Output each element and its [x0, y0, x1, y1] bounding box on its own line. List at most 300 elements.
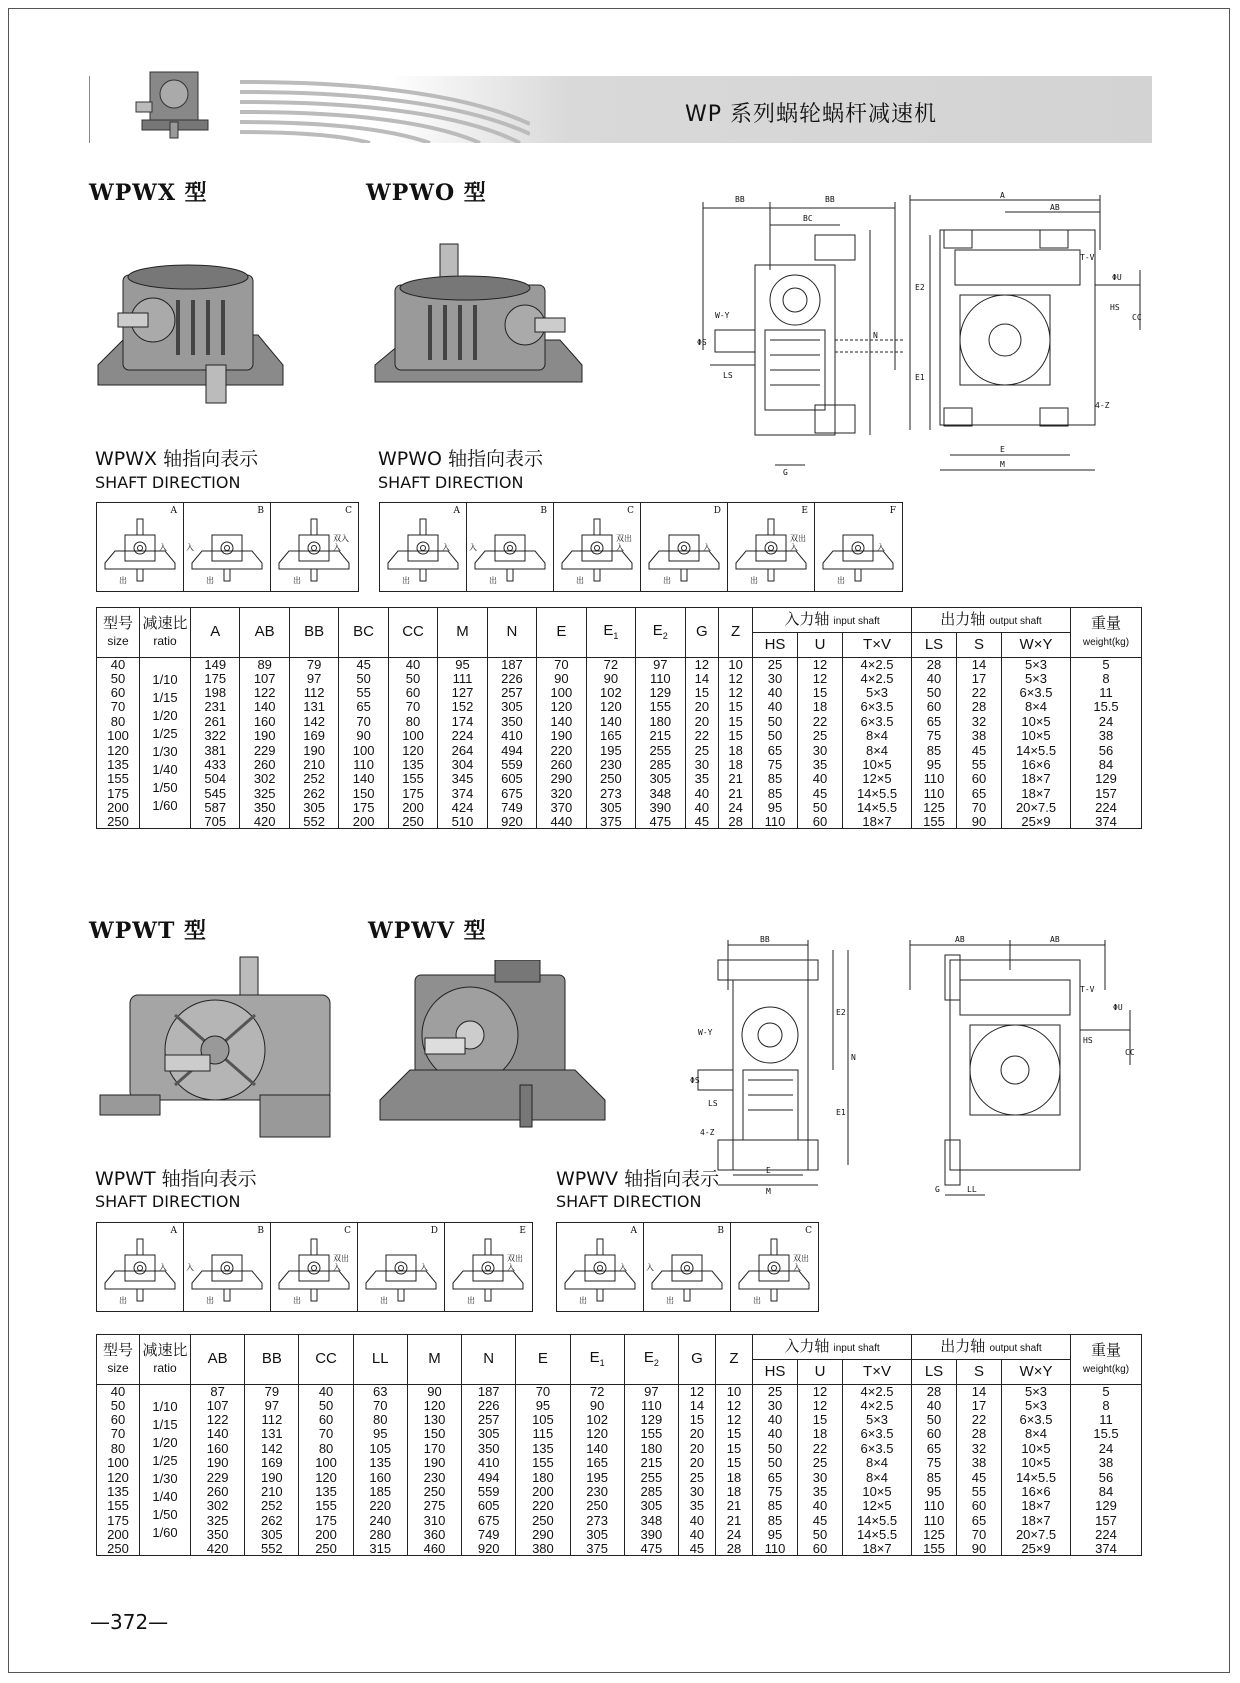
table-cell: 8×4 — [1002, 700, 1071, 714]
table-cell: 30 — [753, 1398, 798, 1412]
table-cell: 15 — [678, 1412, 715, 1426]
table-cell: 920 — [487, 815, 536, 829]
table-cell: 15 — [798, 685, 843, 699]
model-title-wpwv: WPWV 型 — [368, 918, 487, 944]
table-cell: 350 — [240, 801, 289, 815]
header-col-bc: BC — [339, 608, 388, 658]
table-cell: 45 — [798, 1513, 843, 1527]
wpwx-direction-subtitle: SHAFT DIRECTION — [95, 473, 241, 492]
table-cell: 90 — [957, 1542, 1002, 1556]
svg-text:E2: E2 — [836, 1008, 846, 1017]
table-cell: 45 — [685, 815, 719, 829]
table-cell: 95 — [516, 1398, 570, 1412]
shaft-diagram-icon — [644, 1237, 731, 1307]
table-cell: 14 — [957, 1385, 1002, 1399]
table-cell: 15.5 — [1071, 1427, 1142, 1441]
header-weight-en: weight(kg) — [1082, 1363, 1130, 1375]
table-row — [97, 1456, 1142, 1470]
header-sub-col: LS — [912, 633, 957, 658]
shaft-option-c — [554, 503, 641, 591]
table-cell: 70 — [537, 658, 586, 672]
shaft-word-in: 入 — [507, 1263, 515, 1272]
wpwo-shaft-row — [379, 502, 903, 592]
table-cell: 374 — [438, 786, 487, 800]
table-cell: 157 — [1071, 786, 1142, 800]
table-cell: 4×2.5 — [843, 1385, 912, 1399]
table-cell: 155 — [912, 1542, 957, 1556]
shaft-word-out: 出 — [576, 576, 584, 585]
header-input: 入力轴 — [784, 610, 830, 628]
table-cell: 215 — [624, 1456, 678, 1470]
shaft-word-out: 出 — [837, 576, 845, 585]
wpwv-dimension-drawing-front — [905, 930, 1145, 1200]
header-col-ll: LL — [353, 1335, 407, 1385]
table-cell: 8×4 — [843, 743, 912, 757]
table-cell: 155 — [636, 700, 685, 714]
table-cell: 21 — [715, 1499, 752, 1513]
shaft-option-b — [644, 1223, 731, 1311]
table-cell: 110 — [624, 1398, 678, 1412]
header-reducer-photo — [130, 60, 220, 140]
shaft-word-out: 出 — [666, 1296, 674, 1305]
table-cell: 559 — [462, 1484, 516, 1498]
table-cell: 110 — [339, 757, 388, 771]
table-cell: 102 — [586, 685, 635, 699]
header-col-e: E — [516, 1335, 570, 1385]
shaft-diagram-icon — [467, 517, 554, 587]
table-cell: 187 — [462, 1385, 516, 1399]
table-cell: 22 — [685, 729, 719, 743]
table-cell: 120 — [299, 1470, 353, 1484]
table-cell: 920 — [462, 1542, 516, 1556]
table-cell: 250 — [516, 1513, 570, 1527]
table-cell: 97 — [289, 671, 338, 685]
table-cell: 6×3.5 — [843, 714, 912, 728]
table-cell: 6×3.5 — [843, 1427, 912, 1441]
table-cell: 260 — [191, 1484, 245, 1498]
ratio-item: 1/25 — [152, 726, 178, 741]
table-cell: 25 — [685, 743, 719, 757]
table-cell: 252 — [245, 1499, 299, 1513]
table-cell: 252 — [289, 772, 338, 786]
table-cell: 18 — [715, 1470, 752, 1484]
table-cell: 28 — [912, 658, 957, 672]
shaft-word-out: 出 — [750, 576, 758, 585]
shaft-diagram-icon — [641, 517, 728, 587]
shaft-diagram-icon — [97, 1237, 184, 1307]
table-cell: 110 — [912, 1513, 957, 1527]
shaft-diagram-icon — [97, 517, 184, 587]
table-cell: 135 — [299, 1484, 353, 1498]
table-cell: 5×3 — [1002, 671, 1071, 685]
svg-text:CC: CC — [1132, 313, 1142, 322]
table-cell: 30 — [685, 757, 719, 771]
table-cell: 40 — [753, 700, 798, 714]
table-cell: 190 — [289, 743, 338, 757]
shaft-diagram-icon — [271, 517, 358, 587]
table-cell: 18×7 — [1002, 1513, 1071, 1527]
shaft-option-letter: E — [519, 1226, 526, 1236]
table-cell: 325 — [191, 1513, 245, 1527]
table-cell: 475 — [624, 1542, 678, 1556]
table-cell: 169 — [245, 1456, 299, 1470]
table-row — [97, 1513, 1142, 1527]
table-cell: 305 — [289, 801, 338, 815]
table-cell: 140 — [586, 714, 635, 728]
table-cell: 6×3.5 — [843, 1441, 912, 1455]
shaft-option-e — [728, 503, 815, 591]
svg-text:HS: HS — [1083, 1036, 1093, 1045]
shaft-word-out: 出 — [467, 1296, 475, 1305]
shaft-option-d — [358, 1223, 445, 1311]
table-cell: 142 — [245, 1441, 299, 1455]
table-cell: 79 — [289, 658, 338, 672]
table-cell: 129 — [1071, 772, 1142, 786]
table-cell: 8×4 — [1002, 1427, 1071, 1441]
table-cell: 257 — [487, 685, 536, 699]
svg-text:G: G — [783, 468, 788, 477]
shaft-word-in: 入 — [469, 543, 477, 552]
table-cell: 60 — [912, 700, 957, 714]
table-cell: 280 — [353, 1528, 407, 1542]
table-cell: 32 — [957, 1441, 1002, 1455]
table-cell: 160 — [240, 714, 289, 728]
table-cell: 494 — [487, 743, 536, 757]
cell-size: 80 — [97, 1441, 140, 1455]
table-cell: 460 — [407, 1542, 461, 1556]
table-cell: 105 — [353, 1441, 407, 1455]
table-cell: 24 — [715, 1528, 752, 1542]
table-cell: 129 — [636, 685, 685, 699]
shaft-option-letter: B — [257, 506, 264, 516]
table-cell: 100 — [388, 729, 437, 743]
table-cell: 25×9 — [1002, 815, 1071, 829]
table-cell: 375 — [570, 1542, 624, 1556]
shaft-word-in: 入 — [646, 1263, 654, 1272]
table-cell: 345 — [438, 772, 487, 786]
shaft-option-letter: A — [453, 506, 460, 516]
header-size: size — [107, 633, 129, 648]
shaft-word-in: 入 — [159, 543, 167, 552]
table-cell: 155 — [388, 772, 437, 786]
table-cell: 85 — [753, 1499, 798, 1513]
table-cell: 131 — [289, 700, 338, 714]
table-cell: 18×7 — [1002, 786, 1071, 800]
table-cell: 70 — [957, 801, 1002, 815]
table-cell: 40 — [678, 1513, 715, 1527]
shaft-option-letter: A — [630, 1226, 637, 1236]
table-cell: 350 — [462, 1441, 516, 1455]
table-cell: 420 — [191, 1542, 245, 1556]
table-cell: 14 — [678, 1398, 715, 1412]
table-cell: 10 — [719, 658, 753, 672]
table-cell: 12 — [715, 1398, 752, 1412]
table-cell: 127 — [438, 685, 487, 699]
table-cell: 14×5.5 — [843, 786, 912, 800]
table-cell: 264 — [438, 743, 487, 757]
table-cell: 15 — [685, 685, 719, 699]
shaft-option-b — [184, 503, 271, 591]
table-row — [97, 1441, 1142, 1455]
ratio-item: 1/50 — [152, 780, 178, 795]
table-cell: 200 — [516, 1484, 570, 1498]
svg-text:ΦS: ΦS — [690, 1076, 700, 1085]
shaft-option-c — [271, 1223, 358, 1311]
table-cell: 22 — [798, 1441, 843, 1455]
cell-size: 120 — [97, 743, 140, 757]
table-cell: 180 — [636, 714, 685, 728]
table-cell: 22 — [957, 685, 1002, 699]
table-cell: 60 — [798, 1542, 843, 1556]
shaft-diagram-icon — [557, 1237, 644, 1307]
table-cell: 140 — [191, 1427, 245, 1441]
table-cell: 14×5.5 — [843, 1513, 912, 1527]
table-cell: 55 — [957, 1484, 1002, 1498]
ratio-item: 1/25 — [152, 1453, 178, 1468]
header-sub-col: LS — [912, 1360, 957, 1385]
table-row — [97, 1470, 1142, 1484]
table-cell: 10×5 — [843, 757, 912, 771]
shaft-option-e — [445, 1223, 532, 1311]
table-cell: 100 — [537, 685, 586, 699]
model-title-wpwx: WPWX 型 — [89, 180, 208, 206]
svg-text:LL: LL — [967, 1185, 977, 1194]
cell-size: 175 — [97, 1513, 140, 1527]
table-cell: 100 — [339, 743, 388, 757]
table-cell: 152 — [438, 700, 487, 714]
table-cell: 6×3.5 — [1002, 1412, 1071, 1426]
wpwt-dimension-drawing-side — [688, 930, 908, 1200]
ratio-empty — [140, 815, 191, 829]
shaft-word-dual: 双出 — [333, 1254, 349, 1263]
table-cell: 35 — [798, 757, 843, 771]
wpwx-photo — [88, 255, 288, 405]
table-cell: 5 — [1071, 1385, 1142, 1399]
table-cell: 45 — [957, 1470, 1002, 1484]
table-cell: 50 — [753, 729, 798, 743]
svg-text:ΦS: ΦS — [697, 338, 707, 347]
header-col-z: Z — [719, 608, 753, 658]
svg-text:AB: AB — [1050, 935, 1060, 944]
table-cell: 40 — [798, 772, 843, 786]
table-cell: 155 — [516, 1456, 570, 1470]
table-cell: 420 — [240, 815, 289, 829]
table-cell: 200 — [299, 1528, 353, 1542]
table-cell: 475 — [636, 815, 685, 829]
table-cell: 504 — [191, 772, 240, 786]
table-cell: 348 — [636, 786, 685, 800]
table-cell: 63 — [353, 1385, 407, 1399]
table-cell: 140 — [240, 700, 289, 714]
table-cell: 18 — [798, 1427, 843, 1441]
table-cell: 165 — [570, 1456, 624, 1470]
table-cell: 45 — [798, 786, 843, 800]
shaft-option-d — [641, 503, 728, 591]
shaft-word-dual: 双出 — [507, 1254, 523, 1263]
table-cell: 255 — [624, 1470, 678, 1484]
shaft-option-letter: B — [717, 1226, 724, 1236]
table-cell: 605 — [462, 1499, 516, 1513]
table-cell: 12 — [798, 1385, 843, 1399]
table-cell: 16×6 — [1002, 1484, 1071, 1498]
table-cell: 210 — [245, 1484, 299, 1498]
shaft-option-a — [557, 1223, 644, 1311]
table-cell: 224 — [438, 729, 487, 743]
table-cell: 125 — [912, 1528, 957, 1542]
ratio-item: 1/15 — [152, 1417, 178, 1432]
shaft-option-f — [815, 503, 902, 591]
shaft-word-dual: 双出 — [616, 534, 632, 543]
table-cell: 545 — [191, 786, 240, 800]
table-cell: 50 — [339, 671, 388, 685]
header-sub-col: W×Y — [1002, 1360, 1071, 1385]
table-cell: 40 — [912, 671, 957, 685]
svg-text:AB: AB — [1050, 203, 1060, 212]
header-model: 型号 — [102, 615, 133, 632]
shaft-word-in: 入 — [703, 543, 711, 552]
table-cell: 410 — [462, 1456, 516, 1470]
cell-size: 80 — [97, 714, 140, 728]
table-cell: 262 — [289, 786, 338, 800]
table-cell: 18 — [719, 743, 753, 757]
table-cell: 250 — [299, 1542, 353, 1556]
table-cell: 38 — [957, 1456, 1002, 1470]
shaft-word-out: 出 — [663, 576, 671, 585]
table-cell: 190 — [191, 1456, 245, 1470]
table-cell: 12 — [715, 1412, 752, 1426]
shaft-diagram-icon — [445, 1237, 532, 1307]
table-cell: 374 — [1071, 1542, 1142, 1556]
table-cell: 210 — [289, 757, 338, 771]
table-cell: 79 — [245, 1385, 299, 1399]
table-cell: 75 — [753, 757, 798, 771]
table-cell: 250 — [586, 772, 635, 786]
header-sub-col: T×V — [843, 633, 912, 658]
table-cell: 65 — [957, 1513, 1002, 1527]
shaft-word-out: 出 — [206, 576, 214, 585]
shaft-word-out: 出 — [293, 576, 301, 585]
table-cell: 302 — [240, 772, 289, 786]
table-cell: 120 — [570, 1427, 624, 1441]
table-cell: 35 — [678, 1499, 715, 1513]
svg-text:4-Z: 4-Z — [700, 1128, 715, 1137]
header-col-n: N — [487, 608, 536, 658]
table-cell: 110 — [912, 786, 957, 800]
shaft-option-c — [731, 1223, 818, 1311]
header-weight: 重量 — [1090, 615, 1121, 632]
header-weight-en: weight(kg) — [1082, 636, 1130, 648]
table-cell: 320 — [537, 786, 586, 800]
table-row — [97, 1499, 1142, 1513]
svg-text:T-V: T-V — [1080, 985, 1095, 994]
table-cell: 4×2.5 — [843, 1398, 912, 1412]
table-row — [97, 714, 1142, 728]
table-cell: 350 — [487, 714, 536, 728]
table-cell: 90 — [537, 671, 586, 685]
shaft-word-out: 出 — [119, 576, 127, 585]
shaft-word-in: 入 — [159, 1263, 167, 1272]
svg-text:W-Y: W-Y — [698, 1028, 713, 1037]
table-cell: 60 — [388, 685, 437, 699]
table-cell: 40 — [753, 1412, 798, 1426]
table-row — [97, 658, 1142, 672]
shaft-word-out: 出 — [753, 1296, 761, 1305]
table-cell: 140 — [570, 1441, 624, 1455]
shaft-option-a — [97, 1223, 184, 1311]
table-row — [97, 1385, 1142, 1399]
table-cell: 559 — [487, 757, 536, 771]
shaft-word-in: 入 — [790, 543, 798, 552]
ratio-empty — [140, 1385, 191, 1399]
table-cell: 552 — [245, 1542, 299, 1556]
table-cell: 230 — [407, 1470, 461, 1484]
wpwt-shaft-row — [96, 1222, 533, 1312]
table-cell: 40 — [388, 658, 437, 672]
table-cell: 20 — [678, 1427, 715, 1441]
shaft-diagram-icon — [380, 517, 467, 587]
svg-text:BC: BC — [803, 214, 813, 223]
table-cell: 14 — [957, 658, 1002, 672]
table-row — [97, 1398, 1142, 1412]
table-cell: 95 — [438, 658, 487, 672]
table-cell: 20 — [678, 1456, 715, 1470]
header-sub-col: HS — [753, 1360, 798, 1385]
table-cell: 70 — [353, 1398, 407, 1412]
table-cell: 90 — [957, 815, 1002, 829]
table-cell: 157 — [1071, 1513, 1142, 1527]
table-cell: 95 — [353, 1427, 407, 1441]
table-cell: 8×4 — [843, 1456, 912, 1470]
table-cell: 15 — [719, 700, 753, 714]
table-cell: 90 — [586, 671, 635, 685]
table-cell: 18 — [715, 1484, 752, 1498]
table-cell: 18×7 — [843, 1542, 912, 1556]
table-cell: 12 — [719, 685, 753, 699]
table-cell: 135 — [353, 1456, 407, 1470]
table-cell: 200 — [339, 815, 388, 829]
table-cell: 325 — [240, 786, 289, 800]
header-col-z: Z — [715, 1335, 752, 1385]
header-ratio-en: ratio — [153, 1360, 177, 1375]
table-cell: 305 — [245, 1528, 299, 1542]
table-cell: 50 — [753, 1441, 798, 1455]
table-cell: 262 — [245, 1513, 299, 1527]
table-cell: 140 — [537, 714, 586, 728]
ratio-item: 1/10 — [152, 672, 178, 687]
table-cell: 15.5 — [1071, 700, 1142, 714]
table-cell: 175 — [339, 801, 388, 815]
cell-size: 155 — [97, 772, 140, 786]
svg-text:M: M — [766, 1187, 771, 1196]
table-cell: 229 — [191, 1470, 245, 1484]
shaft-word-out: 出 — [119, 1296, 127, 1305]
table-cell: 424 — [438, 801, 487, 815]
table-cell: 112 — [289, 685, 338, 699]
svg-text:BB: BB — [825, 195, 835, 204]
table-cell: 260 — [537, 757, 586, 771]
wpwv-photo — [375, 960, 625, 1130]
table-cell: 50 — [753, 1456, 798, 1470]
table-cell: 30 — [798, 743, 843, 757]
table-row — [97, 1484, 1142, 1498]
header-model: 型号 — [102, 1342, 133, 1359]
table-cell: 22 — [957, 1412, 1002, 1426]
svg-text:LS: LS — [708, 1099, 718, 1108]
table-cell: 10×5 — [1002, 1456, 1071, 1470]
table-row — [97, 757, 1142, 771]
table-cell: 56 — [1071, 743, 1142, 757]
shaft-word-out: 出 — [402, 576, 410, 585]
